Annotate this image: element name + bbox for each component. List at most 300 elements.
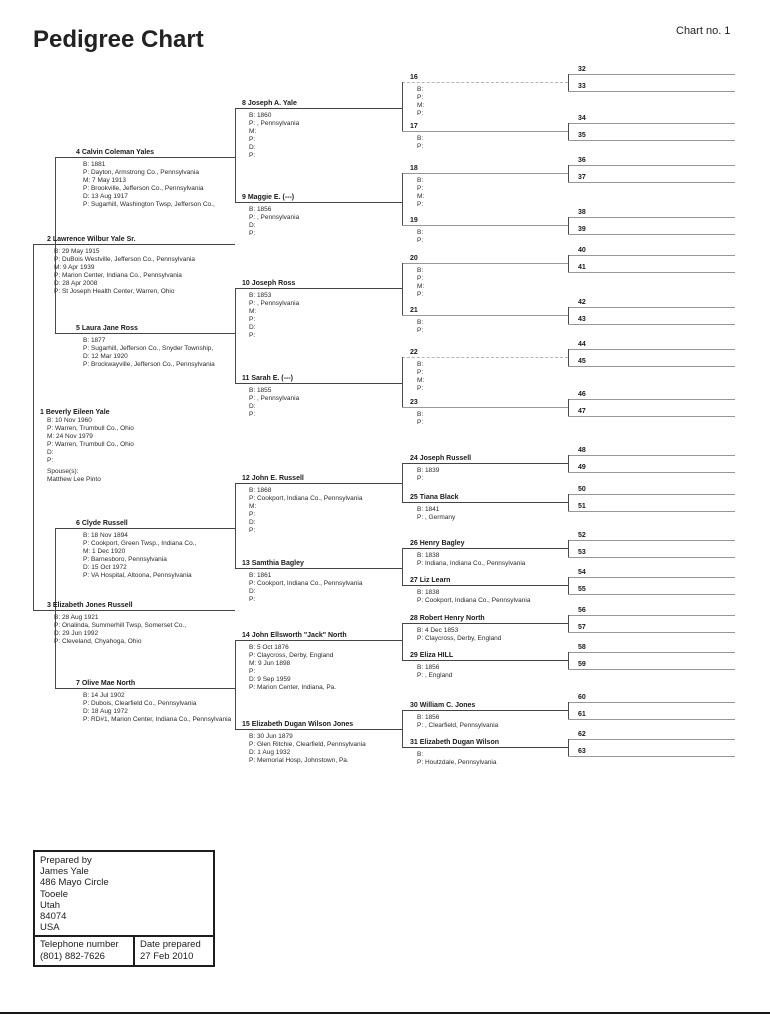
field-line: B: 1853 [249,292,272,299]
field-line: Spouse(s): [47,468,79,475]
person-name: 12 John E. Russell [242,475,304,482]
bracket-line [568,74,569,91]
field-line: B: 1839 [417,467,440,474]
person-fields [54,614,186,646]
bracket-line [33,244,34,610]
bracket-line [402,623,403,660]
field-line: P: St Joseph Health Center, Warren, Ohio [54,288,175,295]
bracket-line [568,307,569,324]
slot-number: 51 [578,503,586,510]
connector-line [568,217,735,218]
slot-number: 57 [578,624,586,631]
person-fields [249,292,299,340]
field-line: P: Barnesboro, Pennsylvania [83,556,167,563]
field-line: B: [417,411,424,418]
connector-line [55,688,235,689]
field-line: D: 28 Apr 2008 [54,280,98,287]
field-line: D: 13 Aug 1917 [83,193,128,200]
bracket-line [235,108,236,202]
connector-line [55,528,235,529]
slot-number: 42 [578,299,586,306]
field-line: B: 10 Nov 1960 [47,417,92,424]
slot-number: 46 [578,391,586,398]
slot-number: 54 [578,569,586,576]
field-line: B: 28 Aug 1921 [54,614,99,621]
prepared-by-lines [35,852,213,935]
person-name: 31 Elizabeth Dugan Wilson [410,739,500,746]
connector-line [568,91,735,92]
field-line: P: [417,327,424,334]
slot-number: 33 [578,83,586,90]
person-fields [417,86,424,118]
field-line: P: , Clearfield, Pennsylvania [417,722,499,729]
slot-number: 48 [578,447,586,454]
field-line: P: [417,475,424,482]
field-line: D: [249,403,256,410]
field-line: B: 4 Dec 1853 [417,627,459,634]
bracket-line [568,540,569,557]
spouse-section [47,468,101,484]
connector-line [568,494,735,495]
slot-number: 35 [578,132,586,139]
connector-line [568,455,735,456]
field-line: M: 24 Nov 1979 [47,433,93,440]
field-line: P: [417,201,424,208]
connector-line [55,333,235,334]
field-line: D: [249,222,256,229]
field-line: P: [417,369,424,376]
telephone-value: (801) 882-7626 [40,950,105,962]
field-line: M: [417,193,425,200]
person-fields [83,532,196,580]
person-fields [417,714,498,730]
field-line: Matthew Lee Pinto [47,476,101,483]
field-line: P: [249,152,256,159]
slot-number: 21 [410,307,418,314]
connector-line [568,719,735,720]
person-fields [47,417,134,465]
connector-line [568,234,735,235]
connector-line [235,729,402,730]
connector-line [402,710,568,711]
field-line: 486 Mayo Circle [40,877,109,889]
slot-number: 39 [578,226,586,233]
bracket-line [568,577,569,594]
connector-line [402,502,568,503]
field-line: B: 1856 [417,714,440,721]
person-name: 2 Lawrence Wilbur Yale Sr. [47,236,136,243]
field-line: P: [249,668,256,675]
field-line: B: 30 Jun 1879 [249,733,293,740]
field-line: D: 1 Aug 1932 [249,749,291,756]
field-line: P: , Pennsylvania [249,395,300,402]
person-name: 7 Olive Mae North [76,680,136,687]
field-line: P: [417,291,424,298]
field-line: P: [249,316,256,323]
bracket-line [402,463,403,502]
connector-line [402,225,568,226]
person-name: 30 William C. Jones [410,702,476,709]
bracket-line [568,494,569,511]
field-line: B: [417,361,424,368]
slot-number: 43 [578,316,586,323]
person-name: 6 Clyde Russell [76,520,128,527]
connector-line [402,548,568,549]
person-name: 10 Joseph Ross [242,280,296,287]
chart-number: Chart no. 1 [676,25,731,37]
field-line: P: , Pennsylvania [249,120,300,127]
connector-line [568,182,735,183]
connector-line [568,399,735,400]
field-line: M: 9 Jun 1898 [249,660,291,667]
field-line: James Yale [40,866,89,878]
person-fields [54,248,195,296]
field-line: P: Dubois, Clearfield Co., Pennsylvania [83,700,197,707]
field-line: M: [417,102,425,109]
slot-number: 17 [410,123,418,130]
field-line: B: 5 Oct 1876 [249,644,289,651]
field-line: M: 9 Apr 1939 [54,264,95,271]
person-name: 28 Robert Henry North [410,615,485,622]
field-line: P: RD#1, Marion Center, Indiana Co., Pennsylvania [83,716,232,723]
slot-number: 40 [578,247,586,254]
person-name: 4 Calvin Coleman Yales [76,149,155,156]
person-fields [417,411,423,427]
person-name: 1 Beverly Eileen Yale [40,409,110,416]
field-line: M: 7 May 1913 [83,177,126,184]
connector-line [568,366,735,367]
field-line: D: 29 Jun 1992 [54,630,99,637]
connector-line [402,407,568,408]
person-name: 14 John Ellsworth "Jack" North [242,632,347,639]
slot-number: 60 [578,694,586,701]
field-line: 84074 [40,911,67,923]
person-name: 24 Joseph Russell [410,455,472,462]
field-line: B: 1877 [83,337,106,344]
field-line: P: Cookport, Indiana Co., Pennsylvania [249,495,363,502]
connector-line [235,108,402,109]
slot-number: 23 [410,399,418,406]
field-line: P: [417,110,424,117]
field-line: P: Brockwayville, Jefferson Co., Pennsylvania [83,361,215,368]
field-line: P: Houtzdale, Pennsylvania [417,759,497,766]
field-line: B: 29 May 1915 [54,248,100,255]
field-line: P: DuBois Westville, Jefferson Co., Pennsylvania [54,256,196,263]
connector-line [402,173,568,174]
field-line: D: [249,588,256,595]
person-fields [83,692,231,724]
connector-line [568,702,735,703]
slot-number: 45 [578,358,586,365]
slot-number: 59 [578,661,586,668]
connector-line [235,202,402,203]
bracket-line [402,82,403,131]
connector-line [568,349,735,350]
person-fields [417,664,452,680]
connector-line [402,747,568,748]
field-line: P: [417,419,424,426]
connector-line [402,82,568,83]
connector-line [568,756,735,757]
field-line: P: Marion Center, Indiana, Pa. [249,684,337,691]
field-line: M: [249,128,257,135]
field-line: B: 1881 [83,161,106,168]
field-line: P: [417,143,424,150]
slot-number: 18 [410,165,418,172]
connector-line [568,557,735,558]
connector-line [402,623,568,624]
field-line: M: [249,308,257,315]
slot-number: 55 [578,586,586,593]
person-fields [417,589,530,605]
field-line: P: [249,230,256,237]
field-line: P: [47,457,54,464]
bracket-line [568,123,569,140]
slot-number: 36 [578,157,586,164]
connector-line [235,383,402,384]
field-line: D: [249,519,256,526]
slot-number: 49 [578,464,586,471]
bracket-line [568,255,569,272]
field-line: B: 1838 [417,589,440,596]
page-edge-line [0,1012,770,1014]
connector-line [568,669,735,670]
connector-line [568,123,735,124]
person-fields [249,644,336,692]
field-line: B: [417,86,424,93]
bracket-line [402,357,403,407]
slot-number: 16 [410,74,418,81]
field-line: P: Sugarhill, Washington Twsp, Jefferson Co., [83,201,215,208]
field-line: P: [417,94,424,101]
slot-number: 19 [410,217,418,224]
bracket-line [235,483,236,568]
field-line: P: [417,385,424,392]
connector-line [402,357,568,358]
field-line: B: [417,751,424,758]
field-line: P: [417,237,424,244]
field-line: Utah [40,899,61,911]
field-line: B: 14 Jul 1902 [83,692,125,699]
connector-line [568,74,735,75]
person-name: 9 Maggie E. (---) [242,194,295,201]
field-line: P: [417,185,424,192]
field-line: B: 1860 [249,112,272,119]
field-line: M: [417,377,425,384]
connector-line [235,640,402,641]
field-line: P: Warren, Trumbull Co., Ohio [47,441,134,448]
contact-row [35,935,213,964]
connector-line [55,157,235,158]
connector-line [235,483,402,484]
field-line: P: , England [417,672,453,679]
connector-line [568,307,735,308]
field-line: P: [249,136,256,143]
field-line: D: [249,144,256,151]
connector-line [568,416,735,417]
field-line: B: 1856 [417,664,440,671]
connector-line [568,255,735,256]
bracket-line [568,455,569,472]
connector-line [33,244,235,245]
telephone-cell [35,937,135,964]
bracket-line [568,399,569,416]
person-fields [249,206,299,238]
bracket-line [568,349,569,366]
connector-line [568,540,735,541]
person-fields [249,572,362,604]
field-line: B: [417,319,424,326]
person-name: 15 Elizabeth Dugan Wilson Jones [242,721,354,728]
person-fields [417,361,424,393]
field-line: P: Glen Ritchie, Clearfield, Pennsylvania [249,741,366,748]
field-line: P: VA Hospital, Altoona, Pennsylvania [83,572,192,579]
date-prepared-cell [135,937,206,964]
bracket-line [402,263,403,315]
person-name: 3 Elizabeth Jones Russell [47,602,133,609]
field-line: D: [249,324,256,331]
slot-number: 61 [578,711,586,718]
bracket-line [568,652,569,669]
field-line: B: 1868 [249,487,272,494]
field-line: B: [417,267,424,274]
field-line: P: [249,332,256,339]
person-fields [417,267,424,299]
person-fields [417,552,525,568]
slot-number: 47 [578,408,586,415]
person-fields [249,733,366,765]
field-line: Prepared by [40,855,92,866]
field-line: P: Cleveland, Chyahoga, Ohio [54,638,142,645]
field-line: P: Memorial Hosp, Johnstown, Pa. [249,757,349,764]
slot-number: 37 [578,174,586,181]
field-line: B: 1855 [249,387,272,394]
bracket-line [568,165,569,182]
connector-line [402,263,568,264]
bracket-line [568,739,569,756]
bracket-line [402,710,403,747]
person-fields [249,112,299,160]
field-line: B: 1856 [249,206,272,213]
connector-line [235,568,402,569]
slot-number: 38 [578,209,586,216]
person-name: 5 Laura Jane Ross [76,325,138,332]
connector-line [568,615,735,616]
field-line: P: [249,411,256,418]
connector-line [568,577,735,578]
connector-line [235,288,402,289]
field-line: P: [249,596,256,603]
field-line: M: [249,503,257,510]
person-fields [249,487,362,535]
person-fields [83,161,215,209]
field-line: B: [417,135,424,142]
person-fields [249,387,299,419]
person-fields [417,177,424,209]
bracket-line [568,702,569,719]
person-name: 8 Joseph A. Yale [242,100,297,107]
field-line: Tooele [40,888,68,900]
person-fields [417,229,423,245]
connector-line [402,131,568,132]
connector-line [402,585,568,586]
field-line: M: 1 Dec 1920 [83,548,126,555]
connector-line [568,324,735,325]
connector-line [568,165,735,166]
date-prepared-value: 27 Feb 2010 [140,950,194,962]
field-line: P: Claycross, Derby, England [249,652,334,659]
connector-line [33,610,235,611]
field-line: M: [417,283,425,290]
slot-number: 63 [578,748,586,755]
connector-line [402,315,568,316]
connector-line [568,272,735,273]
field-line: P: Cookport, Indiana Co., Pennsylvania [249,580,363,587]
person-fields [417,467,439,483]
bracket-line [235,640,236,729]
bracket-line [568,217,569,234]
connector-line [568,472,735,473]
field-line: P: Marion Center, Indiana Co., Pennsylvania [54,272,182,279]
connector-line [568,652,735,653]
person-name: 29 Eliza HILL [410,652,454,659]
field-line: P: Claycross, Derby, England [417,635,502,642]
field-line: P: [249,527,256,534]
field-line: P: Cookport, Green Twsp., Indiana Co., [83,540,197,547]
slot-number: 22 [410,349,418,356]
person-name: 27 Liz Learn [410,577,451,584]
bracket-line [402,548,403,585]
connector-line [568,140,735,141]
connector-line [568,739,735,740]
telephone-label: Telephone number [40,939,119,951]
person-fields [417,319,423,335]
field-line: P: Sugarhill, Jefferson Co., Snyder Township, [83,345,214,352]
slot-number: 58 [578,644,586,651]
person-name: 26 Henry Bagley [410,540,465,547]
field-line: B: [417,229,424,236]
slot-number: 62 [578,731,586,738]
person-fields [417,506,455,522]
field-line: D: 9 Sep 1959 [249,676,291,683]
field-line: B: 18 Nov 1894 [83,532,128,539]
field-line: B: 1838 [417,552,440,559]
person-name: 13 Samthia Bagley [242,560,304,567]
connector-line [402,463,568,464]
bracket-line [402,173,403,225]
slot-number: 41 [578,264,586,271]
connector-line [568,511,735,512]
bracket-line [55,157,56,333]
slot-number: 56 [578,607,586,614]
field-line: B: 1861 [249,572,272,579]
person-fields [417,751,497,767]
prepared-by-box [33,850,215,967]
connector-line [402,660,568,661]
person-name: 11 Sarah E. (---) [242,375,293,382]
slot-number: 52 [578,532,586,539]
connector-line [568,632,735,633]
bracket-line [568,615,569,632]
field-line: P: , Pennsylvania [249,214,300,221]
slot-number: 53 [578,549,586,556]
date-prepared-label: Date prepared [140,939,201,951]
person-fields [417,135,423,151]
person-fields [417,627,501,643]
slot-number: 32 [578,66,586,73]
field-line: D: 15 Oct 1972 [83,564,127,571]
field-line: D: 18 Aug 1972 [83,708,128,715]
